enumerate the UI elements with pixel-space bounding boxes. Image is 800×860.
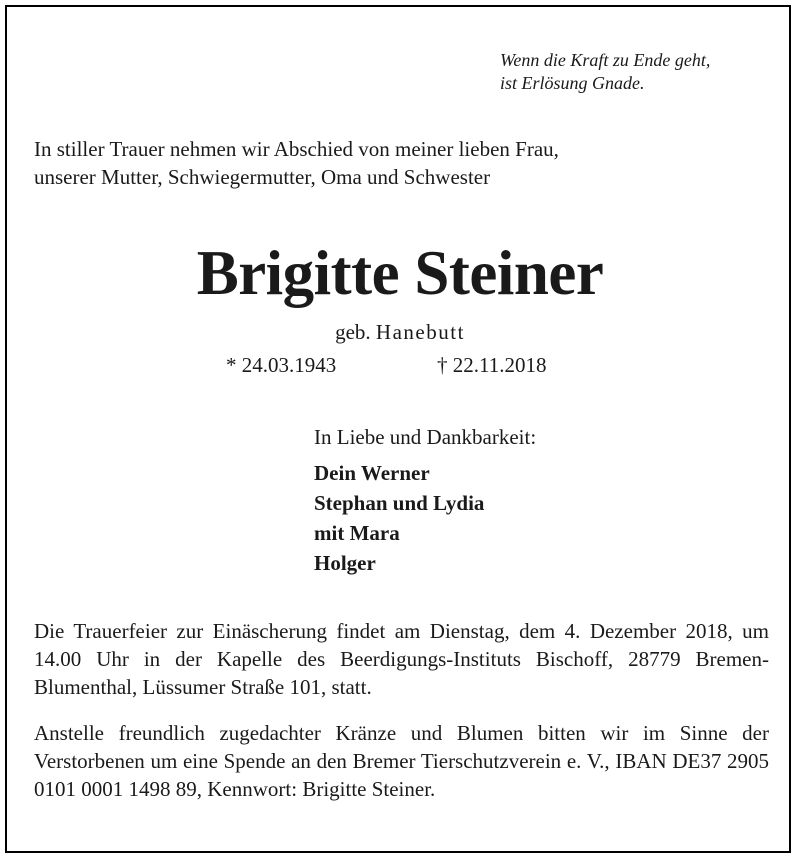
intro-text: [34, 135, 769, 191]
donation-request: Anstelle freundlich zugedachter Kränze und Blumen bitten wir im Sinne der Verstorbenen um eine Spende an den Bremer Tierschutzverein e. V., IBAN DE37 2905 0101 0001 1498 89, Kennwort: Brigitte Steiner.: [34, 721, 769, 801]
mourner-name: Holger: [314, 551, 376, 575]
dedication-heading: In Liebe und Dankbarkeit:: [314, 425, 537, 449]
intro-line-1: In stiller Trauer nehmen wir Abschied von meiner lieben Frau,: [34, 137, 559, 161]
mourner-name: Dein Werner: [314, 461, 430, 485]
funeral-service-info: Die Trauerfeier zur Einäscherung findet am Dienstag, dem 4. Dezember 2018, um 14.00 Uhr in der Kapelle des Beerdigungs-Instituts Bischoff, 28779 Bremen-Blumenthal, Lüssumer Straße 101, statt.: [34, 619, 769, 699]
intro-line-2: unserer Mutter, Schwiegermutter, Oma und Schwester: [34, 165, 491, 189]
birth-date: * 24.03.1943: [226, 353, 337, 377]
mourner-name: Stephan und Lydia: [314, 491, 485, 515]
motto-line-1: Wenn die Kraft zu Ende geht,: [500, 50, 711, 70]
mourner-name: mit Mara: [314, 521, 400, 545]
mourner-list: [314, 458, 484, 578]
death-date: † 22.11.2018: [437, 353, 547, 377]
motto-line-2: ist Erlösung Gnade.: [500, 73, 645, 93]
deceased-name: Brigitte Steiner: [196, 238, 604, 308]
motto-quote: [500, 49, 780, 95]
birth-surname: Hanebutt: [375, 320, 465, 344]
birth-name: [7, 318, 793, 346]
birth-name-prefix: geb.: [335, 320, 371, 344]
obituary-notice: [5, 5, 791, 853]
